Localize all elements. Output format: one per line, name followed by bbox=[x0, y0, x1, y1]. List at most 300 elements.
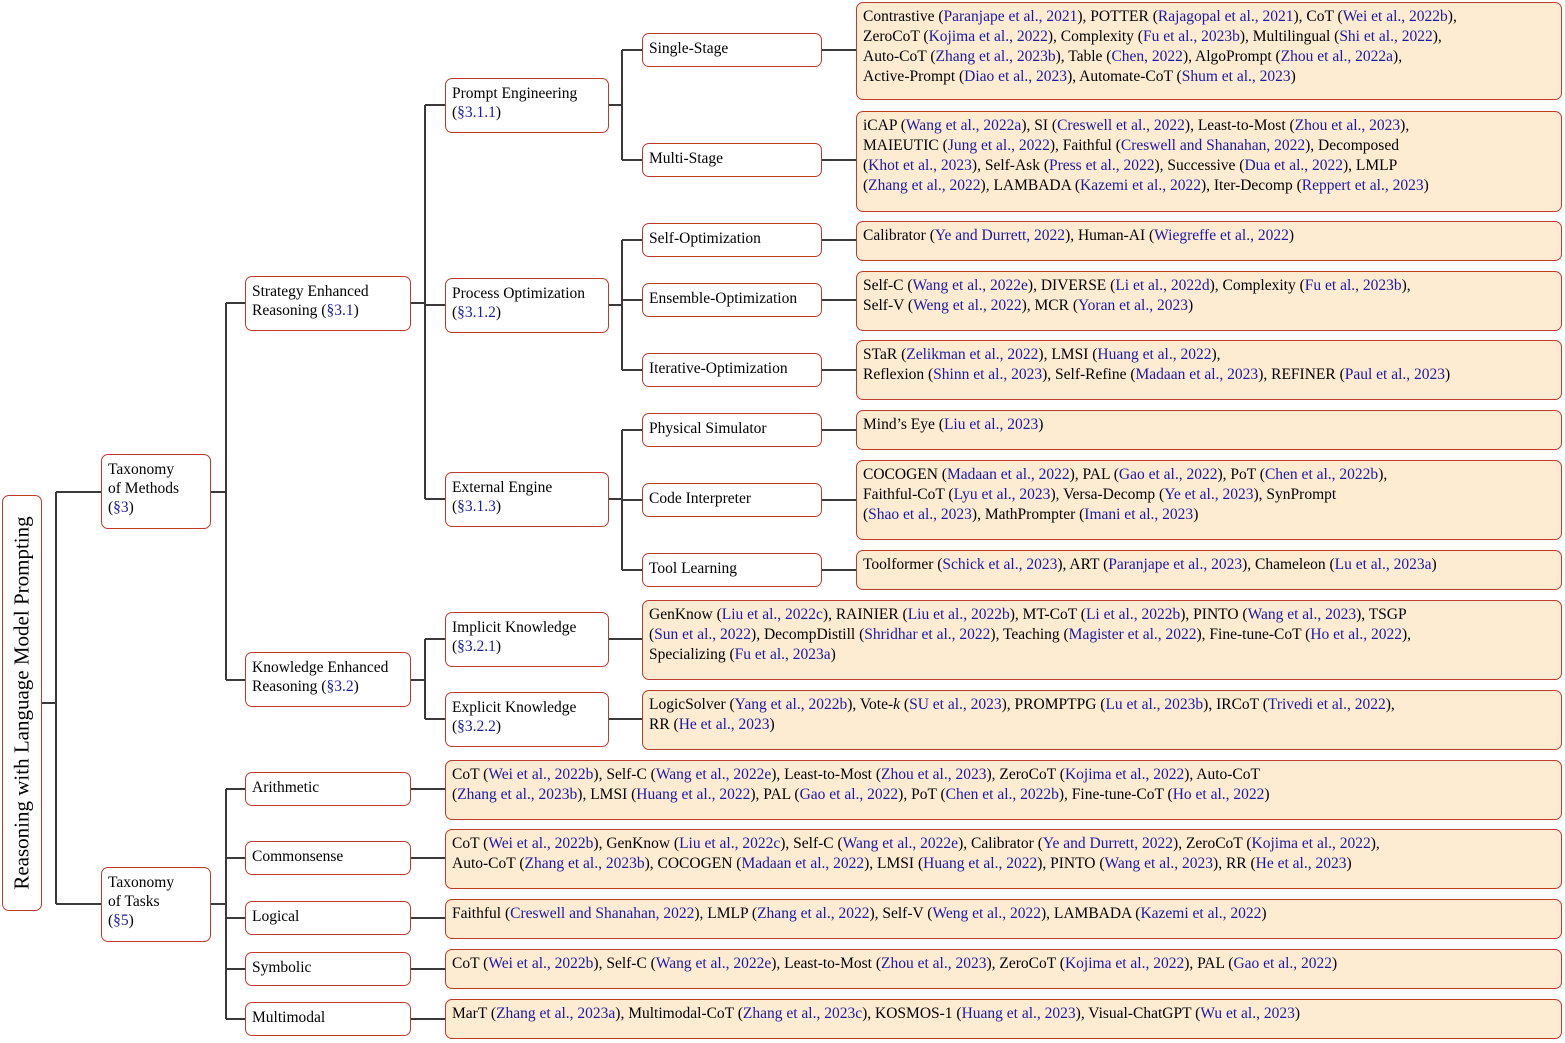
citation-link[interactable]: Paranjape et al., 2023 bbox=[1108, 556, 1243, 573]
leaf-text: ), GenKnow ( bbox=[593, 835, 680, 852]
leaf-text: ), bbox=[1447, 8, 1457, 25]
leaf-text: LogicSolver ( bbox=[649, 696, 735, 713]
citation-link[interactable]: Zhou et al., 2023 bbox=[1294, 117, 1401, 134]
citation-link[interactable]: Weng et al., 2022 bbox=[932, 905, 1041, 922]
citation-link[interactable]: He et al., 2023 bbox=[1255, 855, 1347, 872]
leaf-text: ), LAMBADA ( bbox=[1040, 905, 1141, 922]
citation-link[interactable]: Liu et al., 2023 bbox=[943, 416, 1039, 433]
process-opt-title: Process Optimization bbox=[452, 285, 586, 302]
leaf-arithmetic bbox=[445, 760, 1562, 820]
leaf-text: ), DecompDistill ( bbox=[751, 626, 865, 643]
leaf-text: ), ZeroCoT ( bbox=[986, 766, 1065, 783]
tasks-ref: §5 bbox=[113, 912, 129, 929]
citation-link[interactable]: Gao et al., 2022 bbox=[1118, 466, 1218, 483]
leaf-text: ), Multilingual ( bbox=[1239, 28, 1340, 45]
citation-link[interactable]: Wei et al., 2022b bbox=[488, 955, 594, 972]
code-interp-label: Code Interpreter bbox=[649, 490, 751, 507]
leaf-text: Contrastive ( bbox=[863, 8, 944, 25]
iterative-opt-label: Iterative-Optimization bbox=[649, 360, 788, 377]
knowledge-enhanced-reasoning-node bbox=[245, 652, 411, 707]
citation-link[interactable]: Shum et al., 2023 bbox=[1181, 68, 1291, 85]
leaf-line bbox=[452, 904, 1555, 924]
leaf-text: ) bbox=[1431, 556, 1437, 573]
leaf-line bbox=[863, 296, 1555, 316]
citation-link[interactable]: Wei et al., 2022b bbox=[1342, 8, 1448, 25]
implicit-title: Implicit Knowledge bbox=[452, 619, 577, 636]
strategy-title-second: Reasoning (§3.1) bbox=[252, 302, 359, 319]
leaf-text: ), RR ( bbox=[1213, 855, 1256, 872]
citation-link[interactable]: Zhang et al., 2023b bbox=[524, 855, 645, 872]
leaf-text: ( bbox=[863, 157, 869, 174]
citation-link[interactable]: Wang et al., 2023 bbox=[1104, 855, 1214, 872]
leaf-text: ) bbox=[1423, 177, 1429, 194]
single-stage-node bbox=[642, 33, 822, 67]
leaf-text: CoT ( bbox=[452, 955, 489, 972]
methods-ref: §3 bbox=[113, 499, 129, 516]
leaf-physical-simulator bbox=[856, 410, 1562, 450]
leaf-text: ), CoT ( bbox=[1293, 8, 1343, 25]
citation-link[interactable]: Reppert et al., 2023 bbox=[1301, 177, 1424, 194]
leaf-text: ), Auto-CoT bbox=[1184, 766, 1260, 783]
leaf-text: ), LMLP bbox=[1343, 157, 1398, 174]
leaf-text: Mind’s Eye ( bbox=[863, 416, 944, 433]
external-engine-node: External Engine (§3.1.3) bbox=[445, 472, 609, 527]
leaf-line bbox=[863, 47, 1555, 67]
citation-link[interactable]: Wu et al., 2023 bbox=[1200, 1005, 1295, 1022]
physical-simulator-node bbox=[642, 413, 822, 447]
leaf-text: Specializing ( bbox=[649, 646, 735, 663]
tasks-title-first: Taxonomy bbox=[108, 874, 175, 891]
leaf-symbolic bbox=[445, 949, 1562, 989]
leaf-text: ), Fine-tune-CoT ( bbox=[1058, 786, 1173, 803]
leaf-text: ), Least-to-Most ( bbox=[771, 766, 881, 783]
leaf-line bbox=[863, 156, 1555, 176]
multi-stage-node bbox=[642, 143, 822, 177]
leaf-text: ), Visual-ChatGPT ( bbox=[1075, 1005, 1201, 1022]
citation-link[interactable]: Khot et al., 2023 bbox=[868, 157, 972, 174]
leaf-text: ), bbox=[1402, 626, 1412, 643]
leaf-text: ), ZeroCoT ( bbox=[986, 955, 1065, 972]
leaf-text: ), LMSI ( bbox=[864, 855, 924, 872]
leaf-text: ), LMLP ( bbox=[694, 905, 758, 922]
citation-link[interactable]: Liu et al., 2022c bbox=[721, 606, 823, 623]
citation-link[interactable]: Zelikman et al., 2022 bbox=[906, 346, 1039, 363]
leaf-line bbox=[863, 226, 1555, 246]
leaf-text: ), bbox=[1401, 277, 1411, 294]
leaf-text: ), REFINER ( bbox=[1258, 366, 1345, 383]
leaf-line bbox=[863, 116, 1555, 136]
leaf-text: ), Least-to-Most ( bbox=[771, 955, 881, 972]
citation-link[interactable]: Creswell et al., 2022 bbox=[1057, 117, 1185, 134]
citation-link[interactable]: Paul et al., 2023 bbox=[1344, 366, 1446, 383]
leaf-text: ) bbox=[1038, 416, 1044, 433]
leaf-line bbox=[649, 605, 1555, 625]
leaf-text: ), Self-Refine ( bbox=[1042, 366, 1136, 383]
leaf-text: RR ( bbox=[649, 716, 679, 733]
root-label: Reasoning with Language Model Prompting bbox=[9, 516, 34, 890]
task-node-logical bbox=[245, 901, 411, 935]
leaf-text: ), IRCoT ( bbox=[1203, 696, 1268, 713]
citation-link[interactable]: Yang et al., 2022b bbox=[734, 696, 848, 713]
citation-link[interactable]: Zhang et al., 2023c bbox=[742, 1005, 863, 1022]
citation-link[interactable]: Wei et al., 2022b bbox=[488, 766, 594, 783]
citation-link[interactable]: Ye and Durrett, 2022 bbox=[934, 227, 1066, 244]
code-interpreter-node bbox=[642, 483, 822, 517]
leaf-explicit-knowledge bbox=[642, 690, 1562, 750]
citation-link[interactable]: Ye and Durrett, 2022 bbox=[1042, 835, 1174, 852]
leaf-text: ), Self-Ask ( bbox=[971, 157, 1049, 174]
ensemble-optimization-node bbox=[642, 283, 822, 317]
citation-link[interactable]: Chen et al., 2022b bbox=[1264, 466, 1379, 483]
leaf-text: Self-C ( bbox=[863, 277, 913, 294]
knowledge-title-first: Knowledge Enhanced bbox=[252, 659, 389, 676]
citation-link[interactable]: Liu et al., 2022b bbox=[907, 606, 1010, 623]
citation-link[interactable]: Ye et al., 2023 bbox=[1164, 486, 1254, 503]
physical-sim-label: Physical Simulator bbox=[649, 420, 767, 437]
citation-link[interactable]: Huang et al., 2023 bbox=[961, 1005, 1076, 1022]
leaf-text: ), Decomposed bbox=[1305, 137, 1399, 154]
leaf-text: ( bbox=[452, 786, 458, 803]
citation-link[interactable]: Chen et al., 2022b bbox=[945, 786, 1059, 803]
leaf-text: CoT ( bbox=[452, 766, 489, 783]
citation-link[interactable]: Shridhar et al., 2022 bbox=[864, 626, 991, 643]
leaf-text: ), bbox=[1211, 346, 1221, 363]
leaf-multi-stage bbox=[856, 111, 1562, 212]
leaf-text: ), RAINIER ( bbox=[822, 606, 908, 623]
leaf-text: Auto-CoT ( bbox=[452, 855, 525, 872]
taxonomy-of-methods-node: Taxonomy of Methods (§3) bbox=[101, 454, 211, 529]
citation-link[interactable]: Creswell and Shanahan, 2022 bbox=[510, 905, 695, 922]
leaf-text: ), LMSI ( bbox=[577, 786, 637, 803]
citation-link[interactable]: Shao et al., 2023 bbox=[868, 506, 972, 523]
citation-link[interactable]: Chen, 2022 bbox=[1111, 48, 1183, 65]
citation-link[interactable]: Madaan et al., 2023 bbox=[1135, 366, 1259, 383]
leaf-text: MarT ( bbox=[452, 1005, 497, 1022]
process-optimization-node: Process Optimization (§3.1.2) bbox=[445, 278, 609, 333]
leaf-line bbox=[649, 645, 1555, 665]
leaf-text: ), Self-C ( bbox=[593, 766, 656, 783]
leaf-text: ), COCOGEN ( bbox=[644, 855, 742, 872]
leaf-text: ( bbox=[649, 626, 655, 643]
citation-link[interactable]: Sun et al., 2022 bbox=[654, 626, 752, 643]
citation-link[interactable]: Madaan et al., 2022 bbox=[741, 855, 865, 872]
leaf-text: ), Self-V ( bbox=[869, 905, 933, 922]
leaf-single-stage bbox=[856, 2, 1562, 100]
citation-link[interactable]: Yoran et al., 2023 bbox=[1078, 297, 1188, 314]
citation-link[interactable]: Ho et al., 2022 bbox=[1310, 626, 1403, 643]
leaf-line bbox=[863, 7, 1555, 27]
citation-link[interactable]: Press et al., 2022 bbox=[1048, 157, 1155, 174]
citation-link[interactable]: Madaan et al., 2022 bbox=[946, 466, 1070, 483]
leaf-ensemble-optimization bbox=[856, 271, 1562, 331]
leaf-line bbox=[452, 834, 1555, 854]
citation-link[interactable]: Wang et al., 2022e bbox=[912, 277, 1028, 294]
citation-link[interactable]: Zhang et al., 2023b bbox=[457, 786, 578, 803]
leaf-text: Self-V ( bbox=[863, 297, 914, 314]
leaf-multimodal bbox=[445, 999, 1562, 1039]
leaf-logical bbox=[445, 899, 1562, 939]
leaf-text: ( bbox=[863, 506, 869, 523]
citation-link[interactable]: Gao et al., 2022 bbox=[1233, 955, 1333, 972]
leaf-text: ), Iter-Decomp ( bbox=[1200, 177, 1302, 194]
leaf-tool-learning bbox=[856, 550, 1562, 590]
leaf-text: ) bbox=[1294, 1005, 1301, 1022]
leaf-text: ( bbox=[863, 177, 869, 194]
leaf-text: ), Self-C ( bbox=[593, 955, 656, 972]
citation-link[interactable]: Kojima et al., 2022 bbox=[1064, 766, 1185, 783]
explicit-ref: §3.2.2 bbox=[457, 718, 496, 735]
logical-label: Logical bbox=[252, 908, 300, 925]
leaf-text: ), TSGP bbox=[1356, 606, 1407, 623]
prompt-eng-title: Prompt Engineering bbox=[452, 85, 578, 102]
citation-link[interactable]: Wiegreffe et al., 2022 bbox=[1154, 227, 1289, 244]
citation-link[interactable]: Lyu et al., 2023 bbox=[953, 486, 1051, 503]
citation-link[interactable]: Schick et al., 2023 bbox=[942, 556, 1058, 573]
leaf-text: ), SI ( bbox=[1021, 117, 1058, 134]
leaf-text: ), Automate-CoT ( bbox=[1067, 68, 1182, 85]
leaf-text: ), bbox=[1385, 696, 1395, 713]
citation-link[interactable]: Kojima et al., 2022 bbox=[1251, 835, 1371, 852]
citation-link[interactable]: Trivedi et al., 2022 bbox=[1267, 696, 1386, 713]
leaf-line bbox=[649, 715, 1555, 735]
leaf-text: ), PINTO ( bbox=[1037, 855, 1105, 872]
leaf-text: MAIEUTIC ( bbox=[863, 137, 948, 154]
leaf-line bbox=[863, 276, 1555, 296]
process-opt-ref: §3.1.2 bbox=[457, 304, 496, 321]
leaf-text: CoT ( bbox=[452, 835, 489, 852]
methods-title-second: of Methods bbox=[108, 480, 180, 497]
citation-link[interactable]: Fu et al., 2023b bbox=[1142, 28, 1240, 45]
leaf-text: ), Successive ( bbox=[1154, 157, 1245, 174]
citation-link[interactable]: Kazemi et al., 2022 bbox=[1080, 177, 1201, 194]
leaf-text: ), SynPrompt bbox=[1253, 486, 1337, 503]
citation-link[interactable]: Lu et al., 2023b bbox=[1105, 696, 1204, 713]
leaf-line bbox=[863, 505, 1555, 525]
implicit-knowledge-node: Implicit Knowledge (§3.2.1) bbox=[445, 612, 609, 667]
leaf-line bbox=[863, 136, 1555, 156]
citation-link[interactable]: Ho et al., 2022 bbox=[1172, 786, 1265, 803]
taxonomy-of-tasks-node: Taxonomy of Tasks (§5) bbox=[101, 867, 211, 942]
citation-link[interactable]: Paranjape et al., 2021 bbox=[943, 8, 1078, 25]
leaf-text: ZeroCoT ( bbox=[863, 28, 929, 45]
knowledge-title-second: Reasoning (§3.2) bbox=[252, 678, 359, 695]
citation-link[interactable]: Creswell and Shanahan, 2022 bbox=[1120, 137, 1306, 154]
citation-link[interactable]: Zhang et al., 2023b bbox=[935, 48, 1056, 65]
external-title: External Engine bbox=[452, 479, 553, 496]
leaf-line bbox=[452, 1004, 1555, 1024]
leaf-text: ), Vote- bbox=[847, 696, 894, 713]
leaf-text: ), PAL ( bbox=[750, 786, 800, 803]
citation-link[interactable]: Zhang et al., 2022 bbox=[868, 177, 981, 194]
citation-link[interactable]: SU et al., 2023 bbox=[909, 696, 1002, 713]
tasks-title-second: of Tasks bbox=[108, 893, 160, 910]
task-node-symbolic bbox=[245, 952, 411, 986]
leaf-line bbox=[863, 415, 1555, 435]
citation-link[interactable]: Kojima et al., 2022 bbox=[1064, 955, 1185, 972]
leaf-line bbox=[452, 854, 1555, 874]
commonsense-label: Commonsense bbox=[252, 848, 344, 865]
leaf-text: ), KOSMOS-1 ( bbox=[862, 1005, 962, 1022]
leaf-text: ) bbox=[1261, 905, 1267, 922]
leaf-text: ) bbox=[1445, 366, 1451, 383]
leaf-line bbox=[452, 954, 1555, 974]
citation-link[interactable]: Fu et al., 2023b bbox=[1304, 277, 1402, 294]
iterative-optimization-node bbox=[642, 353, 822, 387]
leaf-line bbox=[863, 465, 1555, 485]
explicit-title: Explicit Knowledge bbox=[452, 699, 577, 716]
citation-link[interactable]: Weng et al., 2022 bbox=[913, 297, 1022, 314]
citation-link[interactable]: Liu et al., 2022c bbox=[679, 835, 781, 852]
leaf-line bbox=[649, 695, 1555, 715]
citation-link[interactable]: Wang et al., 2022e bbox=[842, 835, 959, 852]
implicit-ref: §3.2.1 bbox=[457, 638, 496, 655]
leaf-text: ) bbox=[1332, 955, 1338, 972]
strategy-enhanced-reasoning-node bbox=[245, 276, 411, 331]
task-node-multimodal bbox=[245, 1002, 411, 1036]
leaf-text: ), Self-C ( bbox=[780, 835, 843, 852]
leaf-text: ), Versa-Decomp ( bbox=[1050, 486, 1165, 503]
leaf-line bbox=[863, 555, 1555, 575]
leaf-text: ), ZeroCoT ( bbox=[1173, 835, 1252, 852]
citation-link[interactable]: Huang et al., 2022 bbox=[923, 855, 1038, 872]
leaf-text: ), Complexity ( bbox=[1209, 277, 1305, 294]
leaf-text: GenKnow ( bbox=[649, 606, 722, 623]
citation-link[interactable]: Diao et al., 2023 bbox=[964, 68, 1068, 85]
leaf-text: ), PINTO ( bbox=[1180, 606, 1248, 623]
citation-link[interactable]: He et al., 2023 bbox=[678, 716, 770, 733]
leaf-text: Calibrator ( bbox=[863, 227, 935, 244]
leaf-text: ), Least-to-Most ( bbox=[1184, 117, 1295, 134]
citation-link[interactable]: Imani et al., 2023 bbox=[1084, 506, 1194, 523]
leaf-iterative-optimization bbox=[856, 340, 1562, 400]
leaf-text: ), PAL ( bbox=[1184, 955, 1234, 972]
leaf-text: ), AlgoPrompt ( bbox=[1182, 48, 1281, 65]
leaf-text: ), PoT ( bbox=[898, 786, 946, 803]
citation-link[interactable]: Li et al., 2022b bbox=[1085, 606, 1181, 623]
citation-link[interactable]: Wang et al., 2022e bbox=[655, 955, 772, 972]
single-stage-label: Single-Stage bbox=[649, 40, 729, 57]
leaf-self-optimization bbox=[856, 221, 1562, 261]
arithmetic-label: Arithmetic bbox=[252, 779, 320, 796]
leaf-line bbox=[863, 27, 1555, 47]
tool-learning-node bbox=[642, 553, 822, 587]
leaf-line bbox=[649, 625, 1555, 645]
citation-link[interactable]: Shi et al., 2022 bbox=[1339, 28, 1433, 45]
citation-link[interactable]: Huang et al., 2022 bbox=[1097, 346, 1212, 363]
leaf-text: ), ART ( bbox=[1057, 556, 1109, 573]
leaf-text: ) bbox=[769, 716, 775, 733]
leaf-code-interpreter bbox=[856, 460, 1562, 540]
leaf-text: ), Table ( bbox=[1055, 48, 1112, 65]
leaf-text: ), Human-AI ( bbox=[1065, 227, 1155, 244]
leaf-text: iCAP ( bbox=[863, 117, 906, 134]
citation-link[interactable]: Wang et al., 2022e bbox=[655, 766, 772, 783]
leaf-implicit-knowledge bbox=[642, 600, 1562, 680]
leaf-text: ), LMSI ( bbox=[1038, 346, 1098, 363]
leaf-text: ) bbox=[1290, 68, 1296, 85]
task-node-arithmetic bbox=[245, 772, 411, 806]
leaf-text: ), MT-CoT ( bbox=[1009, 606, 1086, 623]
leaf-text: Toolformer ( bbox=[863, 556, 943, 573]
leaf-text: ), PAL ( bbox=[1069, 466, 1119, 483]
citation-link[interactable]: Gao et al., 2022 bbox=[799, 786, 899, 803]
citation-link[interactable]: Zhang et al., 2023a bbox=[496, 1005, 616, 1022]
citation-link[interactable]: Kazemi et al., 2022 bbox=[1140, 905, 1262, 922]
leaf-line bbox=[452, 765, 1555, 785]
leaf-text: Faithful ( bbox=[452, 905, 511, 922]
leaf-text: ), PROMPTPG ( bbox=[1001, 696, 1106, 713]
leaf-text: ), Calibrator ( bbox=[958, 835, 1043, 852]
citation-link[interactable]: Zhou et al., 2022a bbox=[1280, 48, 1394, 65]
citation-link[interactable]: Zhou et al., 2023 bbox=[881, 955, 987, 972]
leaf-text: ), Teaching ( bbox=[990, 626, 1069, 643]
citation-link[interactable]: Shinn et al., 2023 bbox=[933, 366, 1043, 383]
leaf-text: ), bbox=[1432, 28, 1442, 45]
citation-link[interactable]: Li et al., 2022d bbox=[1115, 277, 1210, 294]
citation-link[interactable]: Jung et al., 2022 bbox=[947, 137, 1050, 154]
leaf-text: ), bbox=[1378, 466, 1388, 483]
leaf-text: ), LAMBADA ( bbox=[980, 177, 1080, 194]
leaf-line bbox=[452, 785, 1555, 805]
citation-link[interactable]: Dua et al., 2022 bbox=[1244, 157, 1344, 174]
leaf-text: ), Chameleon ( bbox=[1242, 556, 1335, 573]
multimodal-label: Multimodal bbox=[252, 1009, 326, 1026]
leaf-text: ) bbox=[1346, 855, 1352, 872]
citation-link[interactable]: Fu et al., 2023a bbox=[734, 646, 831, 663]
root-node bbox=[2, 495, 42, 911]
ensemble-opt-label: Ensemble-Optimization bbox=[649, 290, 798, 307]
prompt-eng-ref: §3.1.1 bbox=[457, 104, 496, 121]
leaf-text: ), MCR ( bbox=[1021, 297, 1079, 314]
multi-stage-label: Multi-Stage bbox=[649, 150, 724, 167]
leaf-text: ), bbox=[1370, 835, 1380, 852]
citation-link[interactable]: Zhou et al., 2023 bbox=[881, 766, 987, 783]
leaf-text: Reflexion ( bbox=[863, 366, 934, 383]
tool-learning-label: Tool Learning bbox=[649, 560, 738, 577]
citation-link[interactable]: Rajagopal et al., 2021 bbox=[1157, 8, 1294, 25]
prompt-engineering-node: Prompt Engineering (§3.1.1) bbox=[445, 78, 609, 133]
leaf-text: Auto-CoT ( bbox=[863, 48, 936, 65]
citation-link[interactable]: Lu et al., 2023a bbox=[1334, 556, 1432, 573]
leaf-text: ), DIVERSE ( bbox=[1027, 277, 1116, 294]
strategy-title-first: Strategy Enhanced bbox=[252, 283, 369, 300]
citation-link[interactable]: Wang et al., 2023 bbox=[1247, 606, 1357, 623]
symbolic-label: Symbolic bbox=[252, 959, 312, 976]
leaf-text: ) bbox=[1193, 506, 1199, 523]
citation-link[interactable]: Kojima et al., 2022 bbox=[928, 28, 1048, 45]
citation-link[interactable]: Zhang et al., 2022 bbox=[757, 905, 870, 922]
leaf-text: ), bbox=[1400, 117, 1410, 134]
leaf-text: ) bbox=[830, 646, 836, 663]
citation-link[interactable]: Wei et al., 2022b bbox=[488, 835, 594, 852]
leaf-text: ( bbox=[900, 696, 910, 713]
leaf-text: ), Multimodal-CoT ( bbox=[615, 1005, 743, 1022]
citation-link[interactable]: Wang et al., 2022a bbox=[905, 117, 1022, 134]
leaf-text: ), PoT ( bbox=[1217, 466, 1265, 483]
strategy-ref: §3.1 bbox=[326, 302, 354, 319]
leaf-text: k bbox=[893, 696, 901, 713]
citation-link[interactable]: Huang et al., 2022 bbox=[636, 786, 751, 803]
knowledge-ref: §3.2 bbox=[326, 678, 354, 695]
citation-link[interactable]: Magister et al., 2022 bbox=[1068, 626, 1197, 643]
leaf-text: ) bbox=[1187, 297, 1194, 314]
explicit-knowledge-node: Explicit Knowledge (§3.2.2) bbox=[445, 692, 609, 747]
leaf-line bbox=[863, 176, 1555, 196]
leaf-commonsense bbox=[445, 829, 1562, 889]
leaf-text: ), POTTER ( bbox=[1077, 8, 1158, 25]
task-node-commonsense bbox=[245, 841, 411, 875]
leaf-text: ), Fine-tune-CoT ( bbox=[1196, 626, 1311, 643]
